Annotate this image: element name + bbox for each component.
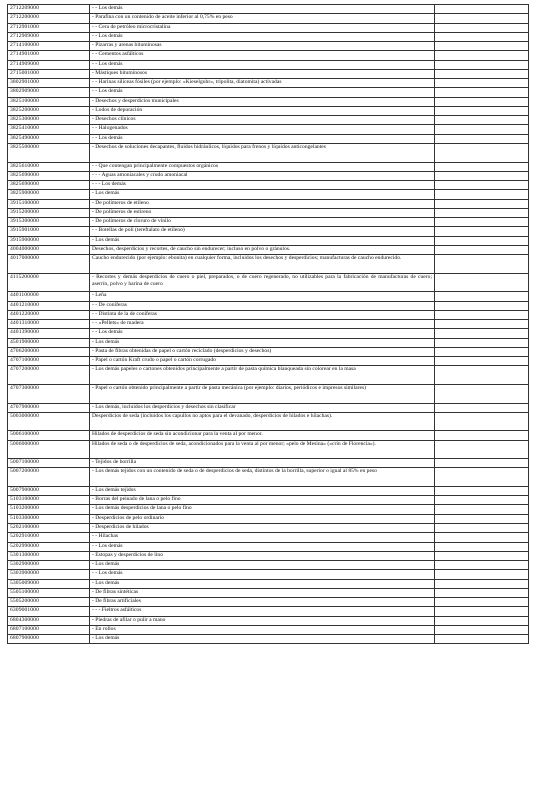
empty-cell: [435, 181, 529, 190]
description-cell: - De fibras artificiales: [90, 598, 435, 607]
empty-cell: [435, 143, 529, 162]
table-row: [8, 505, 529, 514]
tariff-code-cell: 5303900000: [8, 570, 90, 579]
empty-cell: [435, 329, 529, 338]
table-row: [8, 588, 529, 597]
description-cell: - - De coníferas: [90, 301, 435, 310]
description-cell: - De polímeros de etileno: [90, 199, 435, 208]
empty-cell: [435, 301, 529, 310]
tariff-code-cell: 5505200000: [8, 598, 90, 607]
empty-cell: [435, 486, 529, 495]
empty-cell: [435, 403, 529, 412]
description-cell: Caucho endurecido (por ejemplo: ebonita) en cualquier forma, incluidos los desechos y desperdicios; manufacturas de caucho endurecido.: [90, 255, 435, 274]
tariff-code-cell: 5103100000: [8, 496, 90, 505]
empty-cell: [435, 366, 529, 385]
tariff-code-cell: 4707200000: [8, 366, 90, 385]
tariff-code-cell: 5302900000: [8, 561, 90, 570]
tariff-code-cell: 2715001000: [8, 69, 90, 78]
table-row: [8, 51, 529, 60]
empty-cell: [435, 588, 529, 597]
empty-cell: [435, 116, 529, 125]
table-row: [8, 143, 529, 162]
description-cell: - - Botellas de poli (tereftalato de etileno): [90, 227, 435, 236]
table-row: [8, 181, 529, 190]
table-row: [8, 190, 529, 199]
tariff-code-cell: 3915300000: [8, 218, 90, 227]
empty-cell: [435, 125, 529, 134]
table-row: [8, 496, 529, 505]
tariff-code-cell: 4401310000: [8, 320, 90, 329]
tariff-code-cell: 4401390000: [8, 329, 90, 338]
tariff-code-cell: 2712200000: [8, 14, 90, 23]
empty-cell: [435, 14, 529, 23]
description-cell: - Leña: [90, 292, 435, 301]
tariff-code-cell: 3915100000: [8, 199, 90, 208]
tariff-code-cell: 4706200000: [8, 347, 90, 356]
empty-cell: [435, 134, 529, 143]
description-cell: - De fibras sintéticas: [90, 588, 435, 597]
description-cell: - Estopas y desperdicios de lino: [90, 551, 435, 560]
description-cell: - - Halogenados: [90, 125, 435, 134]
description-cell: - - Los demás: [90, 134, 435, 143]
description-cell: - - Hilachas: [90, 533, 435, 542]
description-cell: - Tejidos de borrilla: [90, 459, 435, 468]
tariff-code-cell: 3915900000: [8, 236, 90, 245]
tariff-code-cell: 3825300000: [8, 116, 90, 125]
description-cell: - En rollos: [90, 625, 435, 634]
description-cell: - - - Los demás: [90, 181, 435, 190]
table-row: [8, 338, 529, 347]
description-cell: - - Los demás: [90, 88, 435, 97]
table-row: [8, 79, 529, 88]
table-row: [8, 162, 529, 171]
description-cell: Desechos, desperdicios y recortes, de caucho sin endurecer; incluso en polvo o gránulos.: [90, 245, 435, 254]
description-cell: - Los demás: [90, 635, 435, 644]
description-cell: - - Los demás: [90, 542, 435, 551]
empty-cell: [435, 542, 529, 551]
tariff-code-cell: 3915200000: [8, 208, 90, 217]
empty-cell: [435, 69, 529, 78]
table-row: [8, 459, 529, 468]
tariff-code-cell: 4004000000: [8, 245, 90, 254]
table-row: [8, 171, 529, 180]
table-row: [8, 60, 529, 69]
tariff-code-cell: 3802909000: [8, 88, 90, 97]
empty-cell: [435, 23, 529, 32]
empty-cell: [435, 42, 529, 51]
table-row: [8, 23, 529, 32]
table-row: [8, 357, 529, 366]
tariff-table: [7, 4, 529, 644]
tariff-code-cell: 5202910000: [8, 533, 90, 542]
empty-cell: [435, 190, 529, 199]
tariff-code-cell: 5301300000: [8, 551, 90, 560]
description-cell: - Mástiques bituminosos: [90, 69, 435, 78]
description-cell: - - Cera de petróleo microcristalina: [90, 23, 435, 32]
table-row: [8, 14, 529, 23]
tariff-code-cell: 5007900000: [8, 486, 90, 495]
table-row: [8, 273, 529, 292]
empty-cell: [435, 579, 529, 588]
empty-cell: [435, 88, 529, 97]
empty-cell: [435, 524, 529, 533]
tariff-code-cell: 6309001000: [8, 607, 90, 616]
tariff-code-cell: 5505100000: [8, 588, 90, 597]
tariff-code-cell: 4501900000: [8, 338, 90, 347]
empty-cell: [435, 496, 529, 505]
tariff-code-cell: 3825100000: [8, 97, 90, 106]
table-row: [8, 125, 529, 134]
empty-cell: [435, 561, 529, 570]
table-row: [8, 412, 529, 431]
description-cell: - Desperdicios de pelo ordinario: [90, 514, 435, 523]
empty-cell: [435, 607, 529, 616]
description-cell: - Parafina con un contenido de aceite inferior al 0,75% en peso: [90, 14, 435, 23]
description-cell: - - «Pellets» de madera: [90, 320, 435, 329]
table-row: [8, 431, 529, 440]
tariff-code-cell: 5006000000: [8, 440, 90, 459]
description-cell: - - Cementos asfálticos: [90, 51, 435, 60]
table-row: [8, 366, 529, 385]
table-row: [8, 134, 529, 143]
empty-cell: [435, 459, 529, 468]
tariff-code-cell: 2712909000: [8, 32, 90, 41]
empty-cell: [435, 273, 529, 292]
empty-cell: [435, 51, 529, 60]
description-cell: - - - Aguas amoniacales y crudo amoniacal: [90, 171, 435, 180]
description-cell: - Desperdicios de hilados: [90, 524, 435, 533]
tariff-code-cell: 3825610000: [8, 162, 90, 171]
description-cell: - Los demás: [90, 561, 435, 570]
tariff-code-cell: 3825690000: [8, 181, 90, 190]
table-row: [8, 635, 529, 644]
empty-cell: [435, 431, 529, 440]
tariff-code-cell: 4707100000: [8, 357, 90, 366]
table-row: [8, 42, 529, 51]
empty-cell: [435, 310, 529, 319]
table-row: [8, 32, 529, 41]
description-cell: Hilados de desperdicios de seda sin acondicionar para la venta al por menor.: [90, 431, 435, 440]
tariff-code-cell: 5003000000: [8, 412, 90, 431]
description-cell: - - Los demás: [90, 32, 435, 41]
description-cell: - - Los demás: [90, 60, 435, 69]
table-row: [8, 292, 529, 301]
empty-cell: [435, 60, 529, 69]
description-cell: - Piedras de afilar o pulir a mano: [90, 616, 435, 625]
table-row: [8, 116, 529, 125]
tariff-code-cell: 5202990000: [8, 542, 90, 551]
table-row: [8, 208, 529, 217]
description-cell: - De polímeros de cloruro de vinilo: [90, 218, 435, 227]
table-row: [8, 97, 529, 106]
tariff-code-cell: 5007200000: [8, 468, 90, 487]
description-cell: - De polímeros de estireno: [90, 208, 435, 217]
table-row: [8, 486, 529, 495]
description-cell: - Los demás: [90, 579, 435, 588]
table-row: [8, 310, 529, 319]
tariff-code-cell: 6807900000: [8, 635, 90, 644]
tariff-code-cell: 4401210000: [8, 301, 90, 310]
empty-cell: [435, 338, 529, 347]
tariff-code-cell: 4401100000: [8, 292, 90, 301]
table-row: [8, 551, 529, 560]
description-cell: - - Distinta de la de coníferas: [90, 310, 435, 319]
empty-cell: [435, 412, 529, 431]
table-row: [8, 245, 529, 254]
description-cell: - - Los demás: [90, 329, 435, 338]
tariff-code-cell: 2714100000: [8, 42, 90, 51]
empty-cell: [435, 199, 529, 208]
tariff-code-cell: 2714901000: [8, 51, 90, 60]
tariff-code-cell: 5006100000: [8, 431, 90, 440]
table-row: [8, 320, 529, 329]
tariff-code-cell: 4707300000: [8, 384, 90, 403]
tariff-code-cell: 4707900000: [8, 403, 90, 412]
table-row: [8, 570, 529, 579]
tariff-code-cell: 2712209000: [8, 5, 90, 14]
empty-cell: [435, 79, 529, 88]
empty-cell: [435, 32, 529, 41]
tariff-code-cell: 5007100000: [8, 459, 90, 468]
tariff-code-cell: 3825200000: [8, 106, 90, 115]
table-row: [8, 440, 529, 459]
empty-cell: [435, 384, 529, 403]
empty-cell: [435, 533, 529, 542]
table-row: [8, 607, 529, 616]
description-cell: - Pasta de fibras obtenidas de papel o cartón reciclado (desperdicios y desechos): [90, 347, 435, 356]
table-row: [8, 561, 529, 570]
description-cell: - Los demás tejidos con un contenido de seda o de desperdicios de seda, distintos de la borrilla, superior o igual al 85% en peso: [90, 468, 435, 487]
empty-cell: [435, 505, 529, 514]
description-cell: - - - Fieltros asfálticos: [90, 607, 435, 616]
empty-cell: [435, 551, 529, 560]
empty-cell: [435, 245, 529, 254]
table-row: [8, 542, 529, 551]
tariff-code-cell: 3825690000: [8, 171, 90, 180]
empty-cell: [435, 598, 529, 607]
description-cell: - Desechos de soluciones decapantes, fluidos hidráulicos, líquidos para frenos y líquidos anticongelantes: [90, 143, 435, 162]
empty-cell: [435, 208, 529, 217]
description-cell: Hilados de seda o de desperdicios de seda, acondicionados para la venta al por menor; «pelo de Mesina» («crin de Florencia»).: [90, 440, 435, 459]
tariff-code-cell: 5103200000: [8, 505, 90, 514]
table-row: [8, 227, 529, 236]
table-row: [8, 199, 529, 208]
description-cell: - Los demás papeles o cartones obtenidos principalmente a partir de pasta química blanqueada sin colorear en la masa: [90, 366, 435, 385]
tariff-code-cell: 3915901000: [8, 227, 90, 236]
tariff-code-cell: 4401220000: [8, 310, 90, 319]
tariff-code-cell: 3825900000: [8, 190, 90, 199]
description-cell: - Lodos de depuración: [90, 106, 435, 115]
description-cell: - Papel o cartón obtenido principalmente a partir de pasta mecánica (por ejemplo: diarios, periódicos e impresos similares): [90, 384, 435, 403]
empty-cell: [435, 218, 529, 227]
empty-cell: [435, 347, 529, 356]
table-row: [8, 579, 529, 588]
empty-cell: [435, 635, 529, 644]
description-cell: - Los demás: [90, 338, 435, 347]
table-row: [8, 598, 529, 607]
description-cell: - Papel o cartón Kraft crudo o papel o cartón corrugado: [90, 357, 435, 366]
table-row: [8, 468, 529, 487]
description-cell: - Desechos clínicos: [90, 116, 435, 125]
table-row: [8, 106, 529, 115]
table-row: [8, 218, 529, 227]
table-row: [8, 616, 529, 625]
table-row: [8, 625, 529, 634]
description-cell: - - Que contengan principalmente compuestos orgánicos: [90, 162, 435, 171]
table-row: [8, 403, 529, 412]
table-row: [8, 301, 529, 310]
description-cell: - Los demás desperdicios de lana o pelo fino: [90, 505, 435, 514]
description-cell: - Borras del peinado de lana o pelo fino: [90, 496, 435, 505]
table-row: [8, 514, 529, 523]
tariff-code-cell: 6804300000: [8, 616, 90, 625]
tariff-code-cell: 6807100000: [8, 625, 90, 634]
empty-cell: [435, 292, 529, 301]
description-cell: - Recortes y demás desperdicios de cuero o piel, preparados, o de cuero regenerado, no utilizables para la fabricación de manufacturas de cuero; aserrín, polvo y harina de cuero: [90, 273, 435, 292]
table-row: [8, 524, 529, 533]
empty-cell: [435, 5, 529, 14]
empty-cell: [435, 236, 529, 245]
tariff-code-cell: 3825490000: [8, 134, 90, 143]
table-row: [8, 236, 529, 245]
empty-cell: [435, 106, 529, 115]
table-row: [8, 255, 529, 274]
description-cell: - - Harinas silíceas fósiles (por ejemplo: «Kieselguhr», tripolita, diatomita) activadas: [90, 79, 435, 88]
description-cell: - Desechos y desperdicios municipales: [90, 97, 435, 106]
tariff-code-cell: 2712901000: [8, 23, 90, 32]
description-cell: - Los demás tejidos: [90, 486, 435, 495]
tariff-code-cell: 3802901000: [8, 79, 90, 88]
empty-cell: [435, 440, 529, 459]
tariff-code-cell: 3825410000: [8, 125, 90, 134]
table-row: [8, 533, 529, 542]
empty-cell: [435, 514, 529, 523]
description-cell: - - Los demás: [90, 5, 435, 14]
tariff-code-cell: 3825500000: [8, 143, 90, 162]
tariff-code-cell: 4017000000: [8, 255, 90, 274]
empty-cell: [435, 468, 529, 487]
empty-cell: [435, 320, 529, 329]
empty-cell: [435, 227, 529, 236]
tariff-code-cell: 2714909000: [8, 60, 90, 69]
table-row: [8, 329, 529, 338]
description-cell: - Los demás: [90, 236, 435, 245]
empty-cell: [435, 255, 529, 274]
table-row: [8, 384, 529, 403]
description-cell: - Los demás: [90, 190, 435, 199]
tariff-code-cell: 5305009000: [8, 579, 90, 588]
tariff-code-cell: 5103300000: [8, 514, 90, 523]
empty-cell: [435, 162, 529, 171]
description-cell: Desperdicios de seda (incluidos los capullos no aptos para el devanado, desperdicios de hilados e hilachas).: [90, 412, 435, 431]
description-cell: - Los demás, incluidos los desperdicios y desechos sin clasificar: [90, 403, 435, 412]
empty-cell: [435, 97, 529, 106]
table-row: [8, 5, 529, 14]
table-row: [8, 69, 529, 78]
empty-cell: [435, 357, 529, 366]
description-cell: - Pizarras y arenas bituminosas: [90, 42, 435, 51]
empty-cell: [435, 171, 529, 180]
table-row: [8, 88, 529, 97]
tariff-code-cell: 4115200000: [8, 273, 90, 292]
description-cell: - - Los demás: [90, 570, 435, 579]
empty-cell: [435, 616, 529, 625]
table-body: [8, 5, 529, 644]
table-row: [8, 347, 529, 356]
empty-cell: [435, 570, 529, 579]
empty-cell: [435, 625, 529, 634]
tariff-code-cell: 5202100000: [8, 524, 90, 533]
